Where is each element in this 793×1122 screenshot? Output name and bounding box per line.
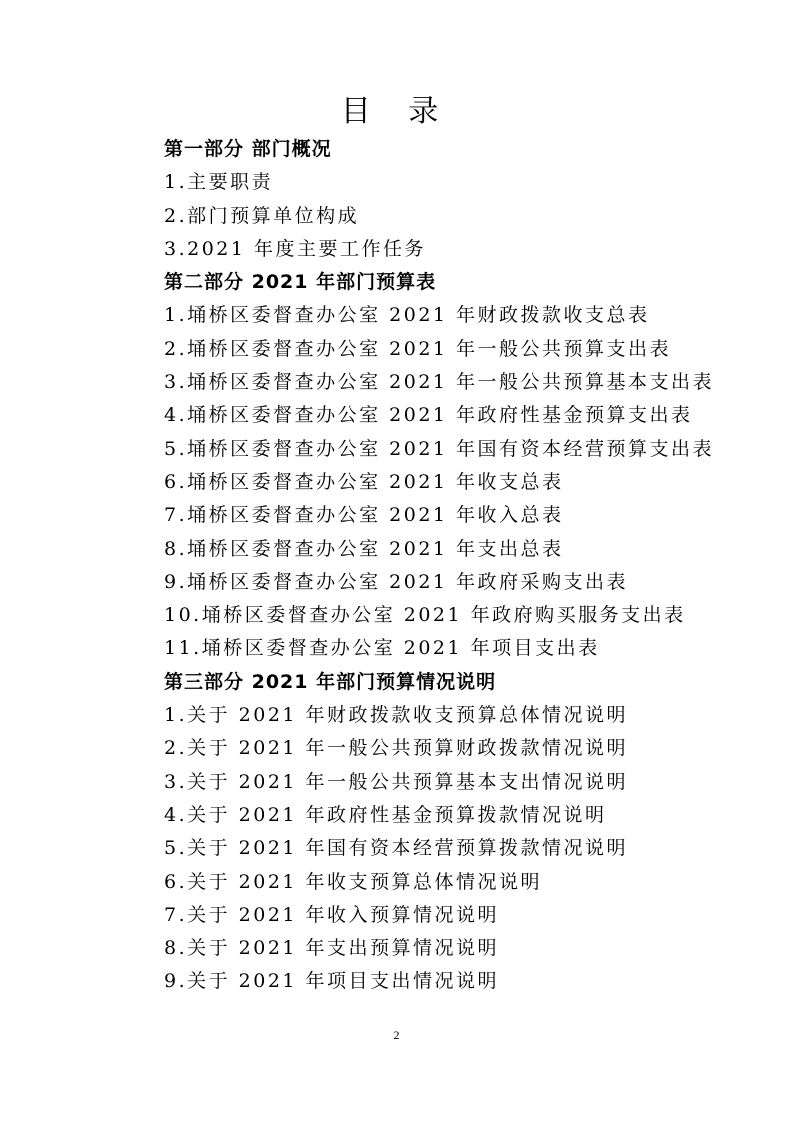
toc-item: 3.2021 年度主要工作任务 xyxy=(164,237,427,260)
toc-item: 6.关于 2021 年收支预算总体情况说明 xyxy=(164,870,543,893)
toc-item: 2.埇桥区委督查办公室 2021 年一般公共预算支出表 xyxy=(164,337,672,360)
toc-item: 7.埇桥区委督查办公室 2021 年收入总表 xyxy=(164,504,564,527)
toc-item: 6.埇桥区委督查办公室 2021 年收支总表 xyxy=(164,470,564,493)
toc-item: 1.关于 2021 年财政拨款收支预算总体情况说明 xyxy=(164,704,629,727)
section-heading: 第一部分 部门概况 xyxy=(164,138,332,160)
toc-item: 11.埇桥区委督查办公室 2021 年项目支出表 xyxy=(164,637,600,660)
toc-item: 9.埇桥区委督查办公室 2021 年政府采购支出表 xyxy=(164,570,629,593)
toc-item: 1.埇桥区委督查办公室 2021 年财政拨款收支总表 xyxy=(164,304,650,327)
toc-item: 3.关于 2021 年一般公共预算基本支出情况说明 xyxy=(164,770,629,793)
toc-item: 4.关于 2021 年政府性基金预算拨款情况说明 xyxy=(164,803,607,826)
toc-item: 4.埇桥区委督查办公室 2021 年政府性基金预算支出表 xyxy=(164,404,693,427)
toc-item: 5.关于 2021 年国有资本经营预算拨款情况说明 xyxy=(164,837,629,860)
page-number: 2 xyxy=(393,1028,400,1042)
toc-item: 2.部门预算单位构成 xyxy=(164,204,360,227)
toc-item: 9.关于 2021 年项目支出情况说明 xyxy=(164,970,500,993)
toc-item: 8.埇桥区委督查办公室 2021 年支出总表 xyxy=(164,537,564,560)
toc-item: 2.关于 2021 年一般公共预算财政拨款情况说明 xyxy=(164,737,629,760)
section-heading: 第三部分 2021 年部门预算情况说明 xyxy=(164,670,497,693)
toc-item: 7.关于 2021 年收入预算情况说明 xyxy=(164,903,500,926)
section-heading: 第二部分 2021 年部门预算表 xyxy=(164,271,437,294)
page-title: 目 录 xyxy=(340,94,453,129)
toc-item: 1.主要职责 xyxy=(164,171,274,194)
toc-item: 5.埇桥区委督查办公室 2021 年国有资本经营预算支出表 xyxy=(164,437,715,460)
toc-item: 8.关于 2021 年支出预算情况说明 xyxy=(164,937,500,960)
toc-item: 10.埇桥区委督查办公室 2021 年政府购买服务支出表 xyxy=(164,604,686,627)
toc-item: 3.埇桥区委督查办公室 2021 年一般公共预算基本支出表 xyxy=(164,371,715,394)
table-of-contents xyxy=(164,133,764,999)
